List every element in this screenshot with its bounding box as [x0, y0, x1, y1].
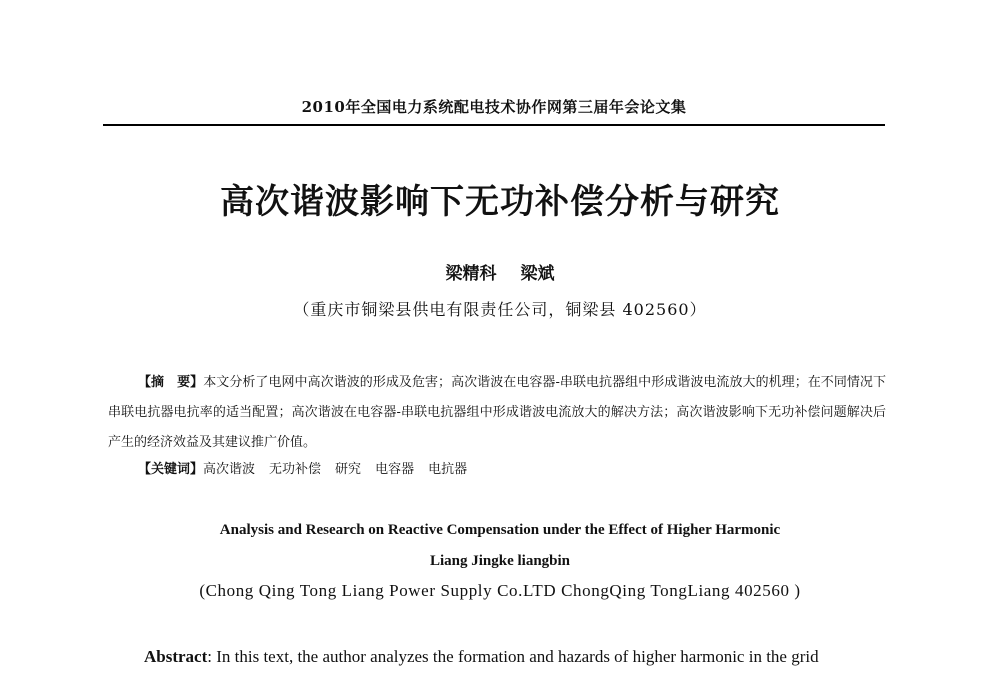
running-head: 2010年全国电力系统配电技术协作网第三届年会论文集 — [301, 98, 687, 116]
keyword: 研究 — [335, 462, 362, 477]
abstract-text: 本文分析了电网中高次谐波的形成及危害；高次谐波在电容器-串联电抗器组中形成谐波电流放大的机理；在不同情况下串联电抗器电抗率的适当配置；高次谐波在电容器-串联电抗器组中形成谐波电流放大的解决方法；高次谐波影响下无功补偿问题解决后产生的经济效益及其建议推广价值。 — [108, 375, 886, 450]
english-affiliation: (Chong Qing Tong Liang Power Supply Co.LTD ChongQing TongLiang 402560 ) — [199, 581, 801, 600]
keywords-chinese — [138, 459, 886, 481]
header-rule — [103, 124, 885, 126]
keyword: 无功补偿 — [269, 462, 322, 477]
keyword: 电容器 — [375, 462, 415, 477]
abstract-label: 【摘 要】 — [138, 375, 204, 390]
abstract-en-text: : In this text, the author analyzes the formation and hazards of higher harmonic in the grid — [207, 647, 819, 666]
keyword: 电抗器 — [428, 462, 468, 477]
paper-title: 高次谐波影响下无功补偿分析与研究 — [220, 182, 780, 222]
english-authors: Liang Jingke liangbin — [429, 553, 571, 569]
keywords-label: 【关键词】 — [138, 462, 204, 477]
abstract-chinese — [108, 368, 886, 458]
abstract-english — [108, 644, 886, 670]
english-title: Analysis and Research on Reactive Compensation under the Effect of Higher Harmonic — [219, 522, 781, 538]
abstract-en-label: Abstract — [144, 647, 208, 666]
authors: 梁精科 梁斌 — [445, 264, 555, 284]
keyword: 高次谐波 — [203, 462, 256, 477]
affiliation: （重庆市铜梁县供电有限责任公司，铜梁县 402560） — [293, 300, 707, 319]
